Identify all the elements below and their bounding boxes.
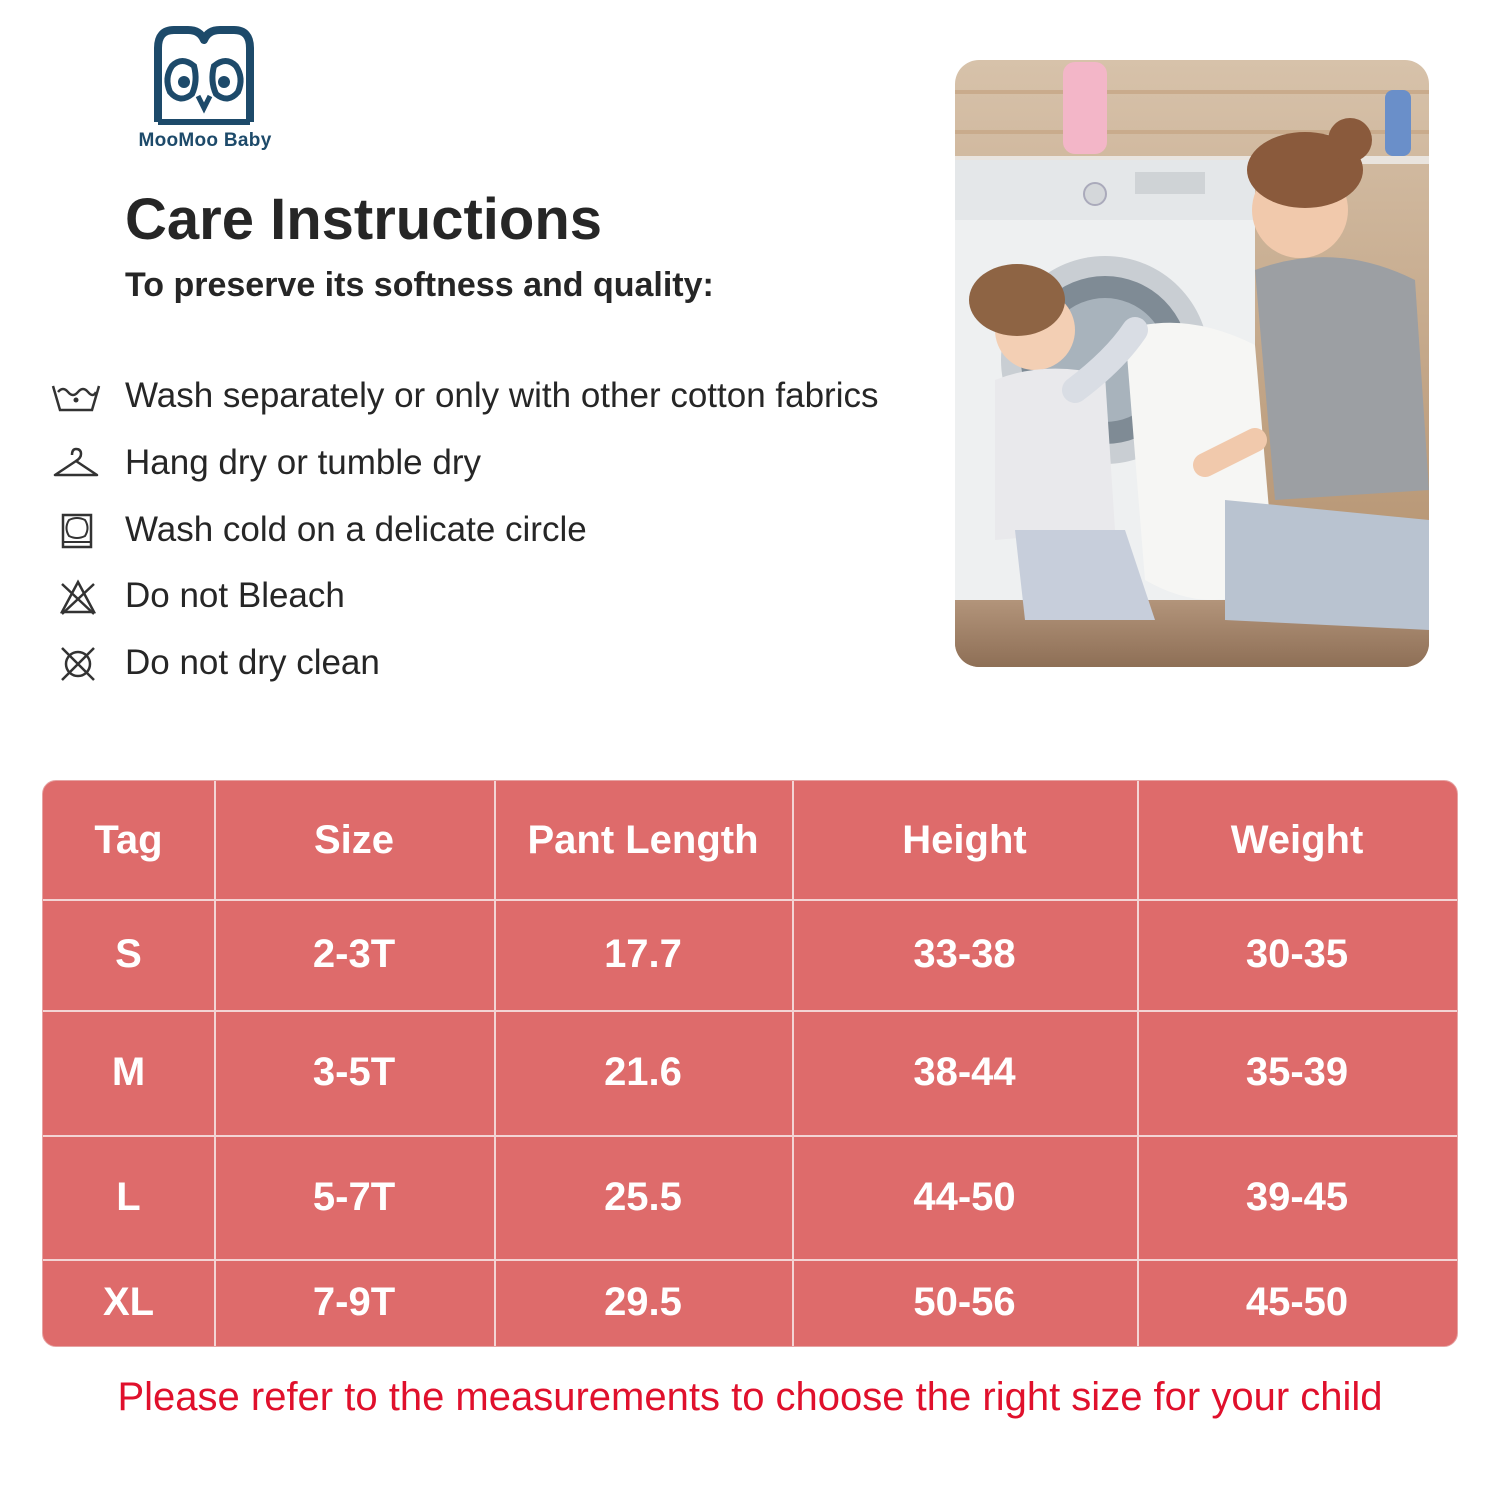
care-item xyxy=(50,372,930,422)
brand-logo xyxy=(125,26,285,156)
care-item xyxy=(50,506,930,556)
care-text: Wash separately or only with other cotton fabrics xyxy=(125,376,879,415)
table-cell-tag: S xyxy=(115,932,142,976)
care-item xyxy=(50,572,930,622)
table-cell-tag: L xyxy=(116,1174,141,1219)
care-text: Do not dry clean xyxy=(125,643,380,682)
page-subtitle: To preserve its softness and quality: xyxy=(125,266,714,304)
care-item xyxy=(50,639,930,689)
no-bleach-icon xyxy=(50,578,102,616)
column-header-pant-length: Pant Length xyxy=(527,817,759,862)
table-cell-weight: 45-50 xyxy=(1245,1280,1349,1324)
care-text: Wash cold on a delicate circle xyxy=(125,510,587,549)
table-cell-pant-length: 17.7 xyxy=(604,932,682,976)
table-cell-pant-length: 29.5 xyxy=(604,1280,682,1324)
size-advice-note: Please refer to the measurements to choose the right size for your child xyxy=(117,1375,1383,1419)
table-cell-size: 2-3T xyxy=(312,932,396,976)
tumble-dry-icon xyxy=(50,512,102,550)
no-dry-clean-icon xyxy=(50,645,102,683)
care-text: Hang dry or tumble dry xyxy=(125,443,481,482)
table-cell-weight: 30-35 xyxy=(1245,932,1349,976)
column-header-tag: Tag xyxy=(94,817,163,862)
table-cell-size: 7-9T xyxy=(312,1280,396,1324)
brand-name: MooMoo Baby xyxy=(138,130,272,151)
column-header-weight: Weight xyxy=(1230,817,1364,862)
column-header-size: Size xyxy=(313,817,395,862)
table-cell-height: 50-56 xyxy=(913,1280,1016,1324)
care-text: Do not Bleach xyxy=(125,576,345,615)
owl-logo-icon xyxy=(152,26,256,126)
wash-tub-icon xyxy=(50,378,102,416)
table-cell-height: 38-44 xyxy=(913,1050,1016,1094)
table-cell-size: 5-7T xyxy=(312,1174,396,1219)
table-cell-height: 44-50 xyxy=(913,1174,1016,1219)
table-cell-pant-length: 21.6 xyxy=(604,1050,682,1094)
table-cell-tag: M xyxy=(111,1050,146,1094)
table-cell-weight: 35-39 xyxy=(1245,1050,1349,1094)
hanger-icon xyxy=(50,445,102,483)
table-cell-height: 33-38 xyxy=(913,932,1016,976)
column-header-height: Height xyxy=(902,817,1027,862)
table-cell-weight: 39-45 xyxy=(1245,1174,1349,1219)
size-table xyxy=(42,780,1458,1347)
table-cell-size: 3-5T xyxy=(312,1050,396,1094)
table-cell-tag: XL xyxy=(102,1280,155,1324)
laundry-photo xyxy=(955,60,1429,667)
page-title: Care Instructions xyxy=(125,187,602,252)
care-item xyxy=(50,439,930,489)
table-cell-pant-length: 25.5 xyxy=(604,1174,682,1219)
